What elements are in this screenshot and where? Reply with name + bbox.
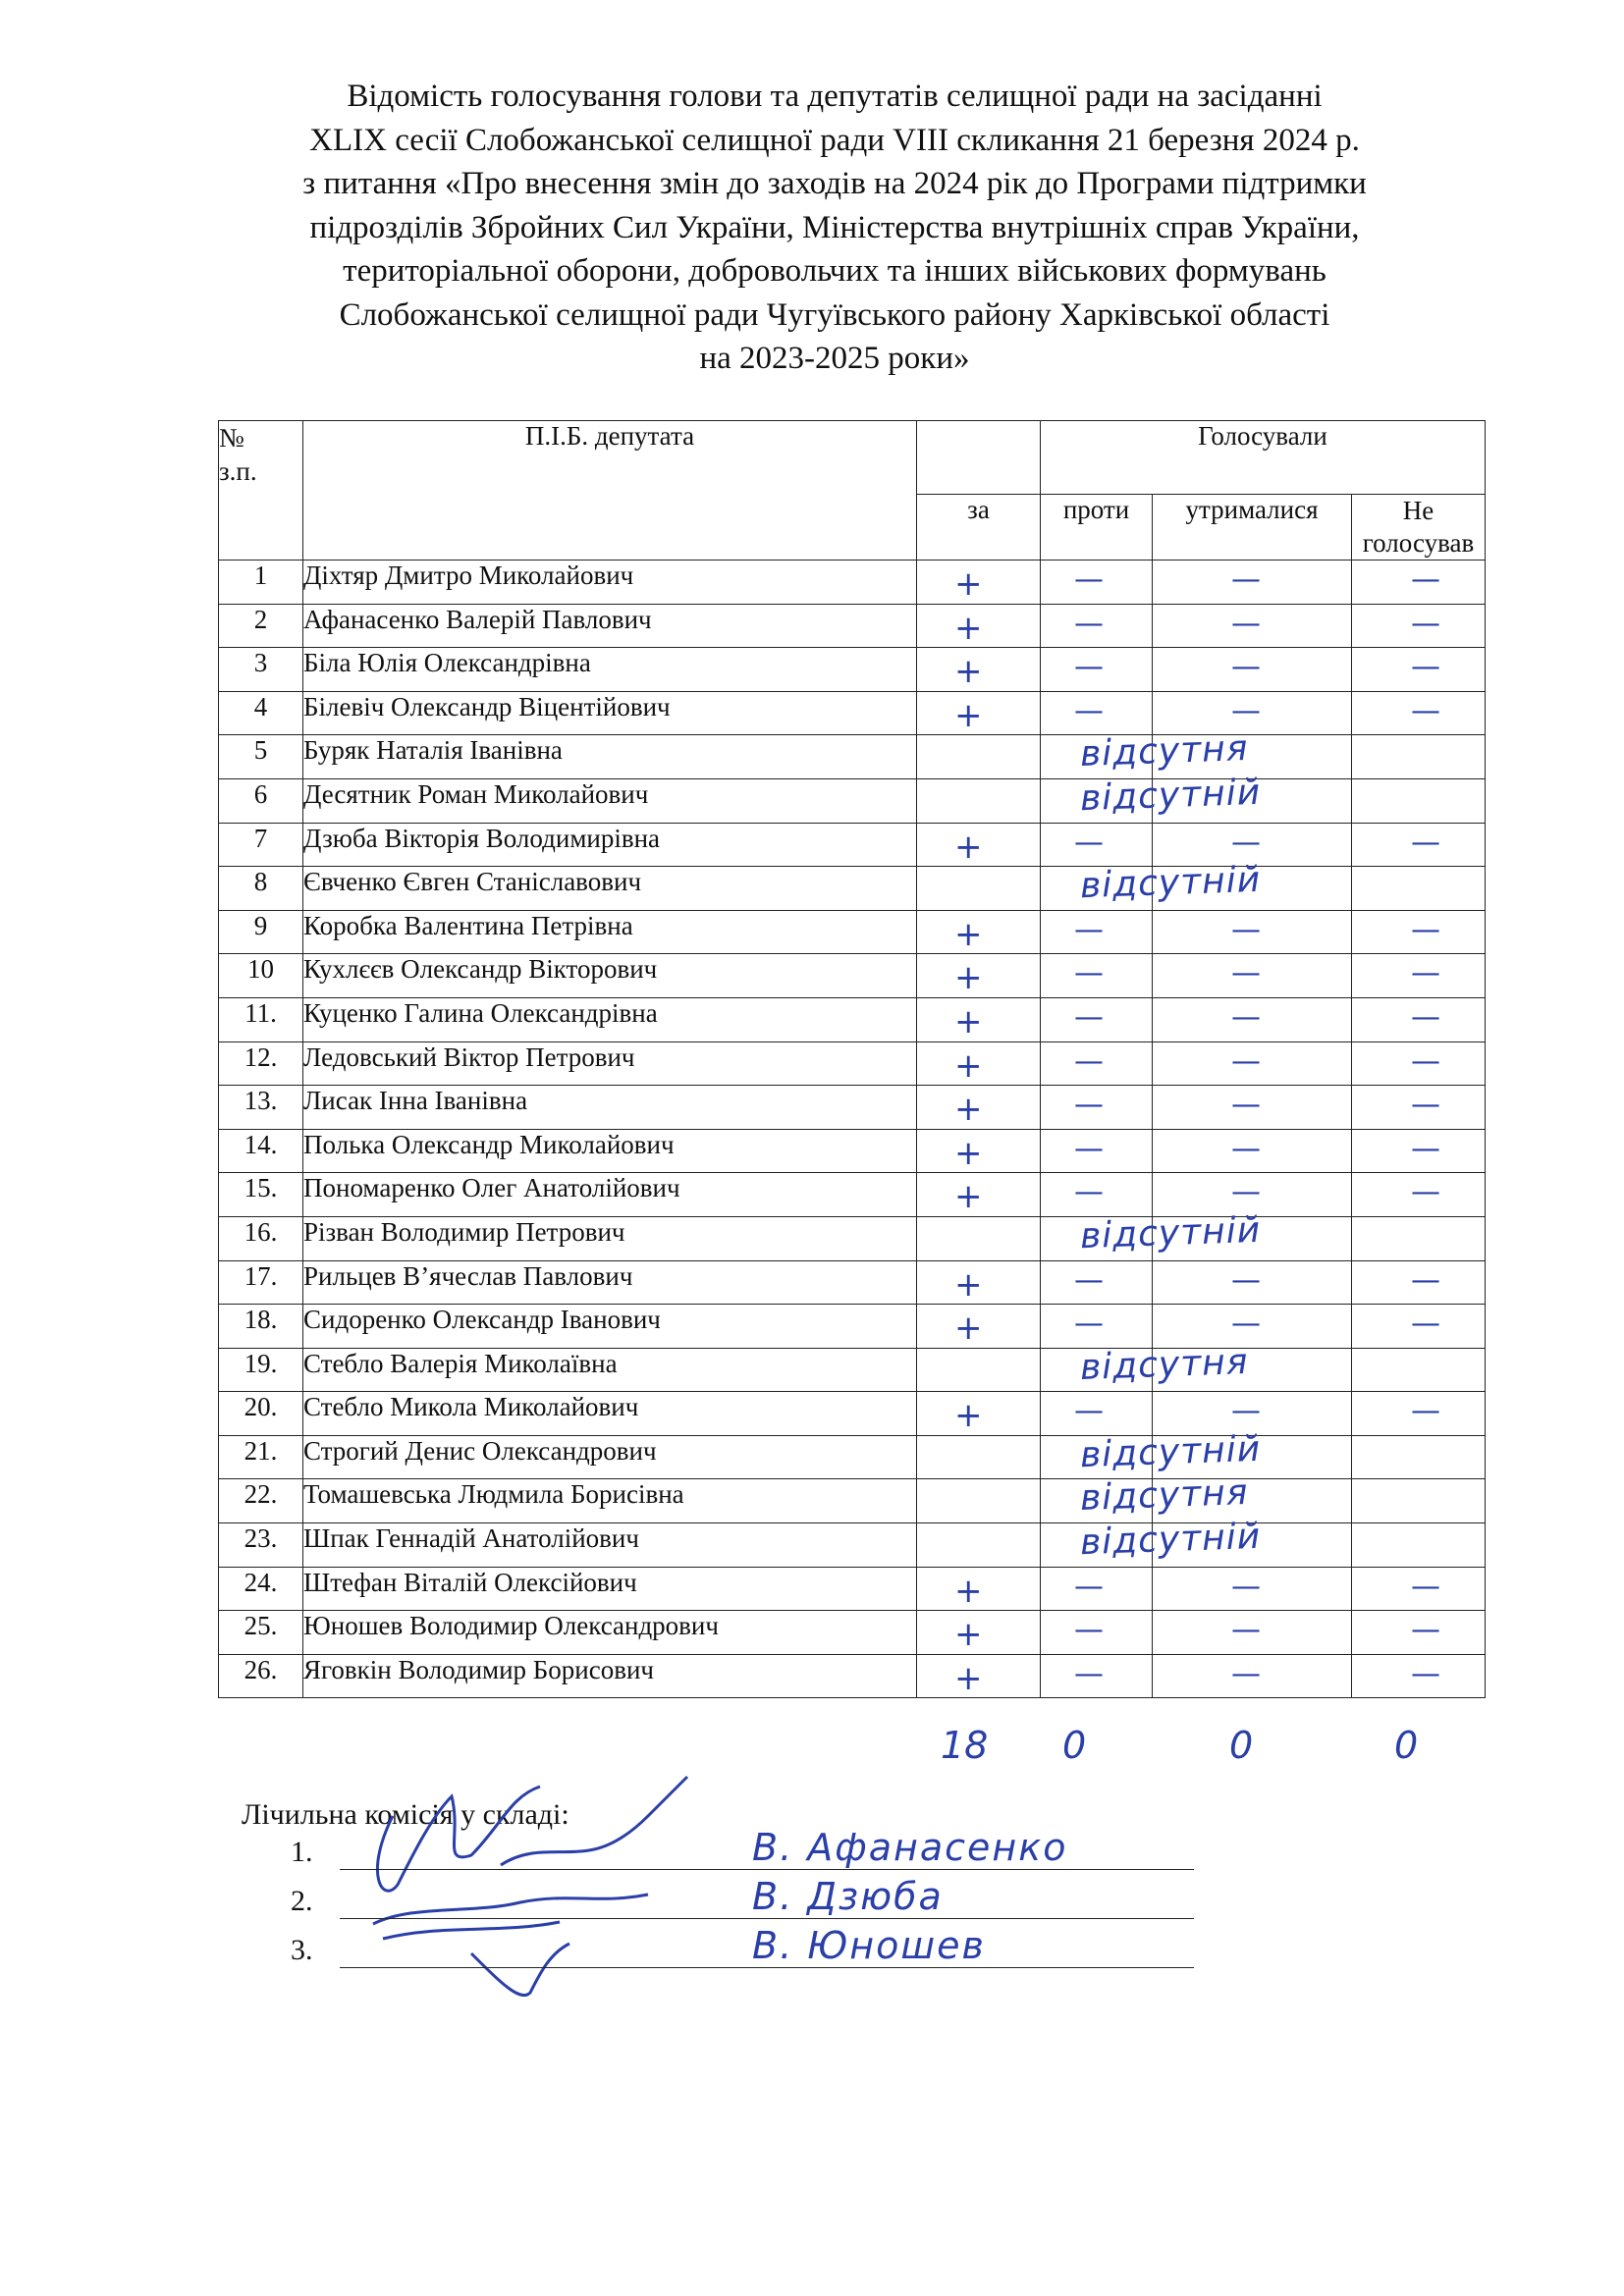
deputy-name: Стебло Валерія Миколаївна (303, 1348, 917, 1392)
vote-not-voted-mark: — (1411, 1307, 1440, 1342)
vote-for-cell (917, 1523, 1041, 1568)
vote-against-mark: — (1074, 1307, 1104, 1342)
vote-abstained-mark: — (1231, 1656, 1261, 1691)
vote-not-voted-mark: — (1411, 912, 1440, 947)
table-row (219, 954, 1486, 998)
header-name: П.І.Б. депутата (303, 421, 917, 561)
row-number: 17. (219, 1260, 303, 1305)
vote-abstained-cell (1153, 1523, 1352, 1568)
vote-not-voted-cell (1352, 735, 1486, 779)
vote-for-mark: + (954, 695, 983, 735)
vote-abstained-mark: — (1231, 956, 1261, 991)
vote-not-voted-cell (1352, 910, 1486, 954)
vote-against-cell (1041, 648, 1153, 692)
vote-abstained-cell (1153, 1129, 1352, 1173)
vote-against-cell (1041, 1567, 1153, 1611)
vote-against-mark: — (1074, 1613, 1104, 1648)
row-number: 11. (219, 997, 303, 1041)
vote-for-mark: + (954, 827, 983, 867)
vote-against-mark: — (1074, 650, 1104, 685)
member-name: В. Дзюба (752, 1875, 944, 1918)
deputy-name: Євченко Євген Станіславович (303, 867, 917, 911)
vote-for-cell (917, 1479, 1041, 1523)
vote-not-voted-cell (1352, 561, 1486, 605)
row-number: 7 (219, 823, 303, 867)
vote-abstained-cell (1153, 1086, 1352, 1130)
vote-against-cell (1041, 1472, 1250, 1523)
vote-for-cell (917, 1216, 1041, 1260)
vote-abstained-mark: — (1231, 999, 1261, 1035)
deputy-name: Строгий Денис Олександрович (303, 1435, 917, 1479)
vote-not-voted-mark: — (1411, 1656, 1440, 1691)
vote-for-mark: + (954, 1264, 983, 1305)
deputy-name: Юношев Володимир Олександрович (303, 1611, 917, 1655)
vote-not-voted-cell (1352, 1086, 1486, 1130)
vote-for-mark: + (954, 1615, 983, 1655)
vote-against-mark: — (1074, 999, 1104, 1035)
vote-abstained-cell (1153, 1435, 1352, 1479)
table-row (219, 1348, 1486, 1392)
vote-against-cell (1041, 1086, 1153, 1130)
deputy-name: Кухлєєв Олександр Вікторович (303, 954, 917, 998)
member-name: В. Юношев (752, 1924, 986, 1967)
table-row (219, 1654, 1486, 1698)
vote-abstained-mark: — (1231, 825, 1261, 860)
vote-for-mark: + (954, 1571, 983, 1611)
row-number: 8 (219, 867, 303, 911)
voting-rows (219, 561, 1486, 1698)
member-number: 2. (291, 1885, 313, 1917)
vote-for-cell (917, 735, 1041, 779)
table-row (219, 1216, 1486, 1260)
vote-abstained-cell (1153, 1260, 1352, 1305)
row-number: 14. (219, 1129, 303, 1173)
deputy-name: Дзюба Вікторія Володимирівна (303, 823, 917, 867)
vote-not-voted-cell (1352, 1392, 1486, 1436)
deputy-name: Різван Володимир Петрович (303, 1216, 917, 1260)
vote-against-mark: — (1074, 1394, 1104, 1429)
vote-against-cell (1041, 859, 1262, 911)
signature-stroke (377, 1787, 540, 1891)
vote-not-voted-cell (1352, 1435, 1486, 1479)
vote-against-mark: — (1074, 693, 1104, 728)
vote-against-cell (1041, 823, 1153, 867)
vote-abstained-cell (1153, 1305, 1352, 1349)
absent-note: відсутній (1079, 859, 1262, 907)
row-number: 9 (219, 910, 303, 954)
header-not-voted: Не голосував (1352, 495, 1486, 561)
row-number: 20. (219, 1392, 303, 1436)
table-row (219, 997, 1486, 1041)
deputy-name: Куценко Галина Олександрівна (303, 997, 917, 1041)
vote-abstained-mark: — (1231, 1613, 1261, 1648)
row-number: 21. (219, 1435, 303, 1479)
row-number: 3 (219, 648, 303, 692)
vote-not-voted-cell (1352, 778, 1486, 823)
header-against: проти (1041, 495, 1153, 561)
vote-for-cell (917, 1173, 1041, 1217)
absent-note: відсутній (1079, 1209, 1262, 1257)
vote-against-cell (1041, 604, 1153, 648)
total-for: 18 (941, 1724, 989, 1767)
table-row (219, 1305, 1486, 1349)
row-number: 10 (219, 954, 303, 998)
vote-against-cell (1041, 1428, 1262, 1479)
vote-not-voted-mark: — (1411, 1088, 1440, 1123)
absent-note: відсутній (1079, 1516, 1262, 1564)
vote-abstained-mark: — (1231, 1175, 1261, 1210)
vote-against-mark: — (1074, 1569, 1104, 1604)
vote-not-voted-mark: — (1411, 1569, 1440, 1604)
vote-against-mark: — (1074, 606, 1104, 641)
vote-abstained-cell (1153, 1216, 1352, 1260)
table-row (219, 1523, 1486, 1568)
vote-abstained-mark: — (1231, 1262, 1261, 1298)
vote-not-voted-cell (1352, 1348, 1486, 1392)
table-row (219, 1479, 1486, 1523)
vote-against-mark: — (1074, 825, 1104, 860)
vote-not-voted-cell (1352, 1129, 1486, 1173)
vote-for-mark: + (954, 958, 983, 998)
vote-against-cell (1041, 1392, 1153, 1436)
header-number-label: № з.п. (219, 423, 257, 486)
absent-note: відсутній (1079, 1428, 1262, 1476)
vote-against-mark: — (1074, 1175, 1104, 1210)
vote-abstained-mark: — (1231, 1088, 1261, 1123)
vote-for-cell (917, 1086, 1041, 1130)
vote-not-voted-mark: — (1411, 1613, 1440, 1648)
vote-not-voted-mark: — (1411, 1043, 1440, 1079)
header-voted: Голосували (1041, 421, 1486, 495)
vote-for-cell (917, 997, 1041, 1041)
row-number: 12. (219, 1041, 303, 1086)
vote-abstained-cell (1153, 1654, 1352, 1698)
deputy-name: Коробка Валентина Петрівна (303, 910, 917, 954)
row-number: 23. (219, 1523, 303, 1568)
vote-not-voted-cell (1352, 867, 1486, 911)
vote-against-cell (1041, 691, 1153, 735)
vote-for-mark: + (954, 1308, 983, 1349)
deputy-name: Лисак Інна Іванівна (303, 1086, 917, 1130)
vote-not-voted-mark: — (1411, 606, 1440, 641)
deputy-name: Біла Юлія Олександрівна (303, 648, 917, 692)
vote-abstained-cell (1153, 561, 1352, 605)
vote-against-cell (1041, 1173, 1153, 1217)
table-row (219, 1567, 1486, 1611)
signature-marks (353, 1757, 766, 2012)
row-number: 19. (219, 1348, 303, 1392)
vote-for-cell (917, 1305, 1041, 1349)
title-line: Слобожанської селищної ради Чугуївського району Харківської області (339, 296, 1330, 333)
vote-against-cell (1041, 1129, 1153, 1173)
absent-note: відсутній (1079, 772, 1262, 820)
vote-for-mark: + (954, 1396, 983, 1436)
deputy-name: Рильцев В’ячеслав Павлович (303, 1260, 917, 1305)
vote-not-voted-mark: — (1411, 956, 1440, 991)
header-blank (917, 421, 1041, 495)
vote-not-voted-cell (1352, 1479, 1486, 1523)
deputy-name: Яговкін Володимир Борисович (303, 1654, 917, 1698)
vote-against-mark: — (1074, 1043, 1104, 1079)
table-row (219, 1435, 1486, 1479)
vote-not-voted-cell (1352, 1173, 1486, 1217)
table-row (219, 1173, 1486, 1217)
row-number: 2 (219, 604, 303, 648)
vote-for-cell (917, 561, 1041, 605)
title-line: Відомість голосування голови та депутатів селищної ради на засіданні (347, 79, 1323, 114)
signature-stroke (501, 1777, 687, 1865)
header-number (219, 421, 303, 561)
vote-against-mark: — (1074, 1262, 1104, 1298)
vote-against-mark: — (1074, 562, 1104, 597)
deputy-name: Пономаренко Олег Анатолійович (303, 1173, 917, 1217)
vote-against-cell (1041, 997, 1153, 1041)
absent-note: відсутня (1079, 1341, 1250, 1388)
vote-abstained-cell (1153, 1567, 1352, 1611)
table-row (219, 735, 1486, 779)
total-abstained: 0 (1229, 1724, 1254, 1767)
vote-for-cell (917, 1611, 1041, 1655)
vote-against-cell (1041, 1611, 1153, 1655)
table-row (219, 778, 1486, 823)
document-title (196, 75, 1473, 381)
row-number: 26. (219, 1654, 303, 1698)
vote-abstained-cell (1153, 997, 1352, 1041)
deputy-name: Стебло Микола Миколайович (303, 1392, 917, 1436)
vote-not-voted-mark: — (1411, 1262, 1440, 1298)
table-row (219, 1041, 1486, 1086)
deputy-name: Діхтяр Дмитро Миколайович (303, 561, 917, 605)
vote-abstained-cell (1153, 867, 1352, 911)
vote-for-cell (917, 910, 1041, 954)
row-number: 1 (219, 561, 303, 605)
deputy-name: Афанасенко Валерій Павлович (303, 604, 917, 648)
vote-for-cell (917, 1260, 1041, 1305)
vote-for-mark: + (954, 608, 983, 648)
vote-against-cell (1041, 561, 1153, 605)
vote-for-mark: + (954, 652, 983, 692)
row-number: 13. (219, 1086, 303, 1130)
vote-against-cell (1041, 1305, 1153, 1349)
member-name: В. Афанасенко (752, 1826, 1068, 1869)
vote-for-cell (917, 604, 1041, 648)
row-number: 22. (219, 1479, 303, 1523)
vote-not-voted-cell (1352, 954, 1486, 998)
deputy-name: Буряк Наталія Іванівна (303, 735, 917, 779)
title-line: на 2023-2025 роки» (699, 341, 970, 376)
vote-for-cell (917, 1392, 1041, 1436)
member-number: 3. (291, 1934, 313, 1966)
table-row (219, 1129, 1486, 1173)
voting-table (218, 420, 1486, 1698)
header-abstained: утрималися (1153, 495, 1352, 561)
vote-against-cell (1041, 772, 1262, 823)
vote-not-voted-mark: — (1411, 1394, 1440, 1429)
vote-abstained-mark: — (1231, 1307, 1261, 1342)
absent-note: відсутня (1079, 728, 1250, 775)
vote-abstained-cell (1153, 1041, 1352, 1086)
vote-not-voted-cell (1352, 997, 1486, 1041)
vote-abstained-cell (1153, 1348, 1352, 1392)
vote-not-voted-cell (1352, 1654, 1486, 1698)
vote-for-mark: + (954, 1090, 983, 1130)
vote-abstained-mark: — (1231, 650, 1261, 685)
vote-not-voted-cell (1352, 691, 1486, 735)
vote-for-cell (917, 1041, 1041, 1086)
vote-for-cell (917, 954, 1041, 998)
vote-not-voted-mark: — (1411, 562, 1440, 597)
vote-not-voted-cell (1352, 1260, 1486, 1305)
vote-against-cell (1041, 954, 1153, 998)
vote-not-voted-mark: — (1411, 825, 1440, 860)
vote-against-mark: — (1074, 912, 1104, 947)
vote-for-mark: + (954, 1177, 983, 1217)
vote-abstained-cell (1153, 954, 1352, 998)
vote-for-cell (917, 691, 1041, 735)
vote-not-voted-mark: — (1411, 693, 1440, 728)
row-number: 4 (219, 691, 303, 735)
vote-against-cell (1041, 1516, 1262, 1568)
title-line: з питання «Про внесення змін до заходів на 2024 рік до Програми підтримки (302, 166, 1367, 201)
title-line: підрозділів Збройних Сил України, Міністерства внутрішніх справ України, (309, 209, 1360, 245)
vote-not-voted-cell (1352, 1567, 1486, 1611)
table-row (219, 823, 1486, 867)
table-row (219, 1611, 1486, 1655)
deputy-name: Білевіч Олександр Віцентійович (303, 691, 917, 735)
vote-for-mark: + (954, 1045, 983, 1086)
vote-abstained-mark: — (1231, 1131, 1261, 1166)
row-number: 15. (219, 1173, 303, 1217)
signature-line (340, 1918, 1194, 1919)
vote-abstained-cell (1153, 1611, 1352, 1655)
table-row (219, 561, 1486, 605)
table-row (219, 1260, 1486, 1305)
vote-not-voted-cell (1352, 1523, 1486, 1568)
header-for: за (917, 495, 1041, 561)
vote-not-voted-cell (1352, 1305, 1486, 1349)
title-line: XLIX сесії Слобожанської селищної ради VIII скликання 21 березня 2024 р. (309, 122, 1360, 158)
vote-against-mark: — (1074, 956, 1104, 991)
vote-not-voted-cell (1352, 604, 1486, 648)
vote-not-voted-mark: — (1411, 650, 1440, 685)
vote-for-cell (917, 778, 1041, 823)
total-against: 0 (1062, 1724, 1087, 1767)
vote-against-mark: — (1074, 1131, 1104, 1166)
vote-for-cell (917, 823, 1041, 867)
signature-line (340, 1967, 1194, 1968)
vote-for-mark: + (954, 914, 983, 954)
vote-against-cell (1041, 1209, 1262, 1260)
vote-abstained-cell (1153, 604, 1352, 648)
vote-against-cell (1041, 1041, 1153, 1086)
total-not-voted: 0 (1394, 1724, 1419, 1767)
deputy-name: Шпак Геннадій Анатолійович (303, 1523, 917, 1568)
vote-not-voted-cell (1352, 1041, 1486, 1086)
vote-for-cell (917, 1567, 1041, 1611)
vote-against-cell (1041, 1654, 1153, 1698)
vote-for-cell (917, 1435, 1041, 1479)
vote-not-voted-cell (1352, 1216, 1486, 1260)
vote-not-voted-cell (1352, 823, 1486, 867)
vote-abstained-cell (1153, 648, 1352, 692)
vote-abstained-mark: — (1231, 606, 1261, 641)
vote-not-voted-cell (1352, 648, 1486, 692)
table-row (219, 648, 1486, 692)
signature-stroke (373, 1895, 648, 1939)
vote-abstained-mark: — (1231, 693, 1261, 728)
vote-abstained-cell (1153, 778, 1352, 823)
vote-not-voted-cell (1352, 1611, 1486, 1655)
vote-abstained-cell (1153, 691, 1352, 735)
row-number: 18. (219, 1305, 303, 1349)
row-number: 5 (219, 735, 303, 779)
vote-for-mark: + (954, 564, 983, 604)
table-row (219, 867, 1486, 911)
deputy-name: Томашевська Людмила Борисівна (303, 1479, 917, 1523)
table-row (219, 1392, 1486, 1436)
vote-abstained-mark: — (1231, 912, 1261, 947)
vote-for-cell (917, 648, 1041, 692)
table-row (219, 910, 1486, 954)
absent-note: відсутня (1079, 1472, 1250, 1520)
vote-against-cell (1041, 910, 1153, 954)
vote-not-voted-mark: — (1411, 1131, 1440, 1166)
vote-against-cell (1041, 1260, 1153, 1305)
vote-for-mark: + (954, 1658, 983, 1698)
vote-for-mark: + (954, 1001, 983, 1041)
vote-abstained-cell (1153, 910, 1352, 954)
vote-not-voted-mark: — (1411, 1175, 1440, 1210)
row-number: 25. (219, 1611, 303, 1655)
row-number: 24. (219, 1567, 303, 1611)
deputy-name: Штефан Віталій Олексійович (303, 1567, 917, 1611)
vote-against-mark: — (1074, 1656, 1104, 1691)
table-row (219, 1086, 1486, 1130)
vote-for-cell (917, 1348, 1041, 1392)
deputy-name: Десятник Роман Миколайович (303, 778, 917, 823)
deputy-name: Полька Олександр Миколайович (303, 1129, 917, 1173)
table-row (219, 604, 1486, 648)
member-number: 1. (291, 1836, 313, 1868)
vote-not-voted-mark: — (1411, 999, 1440, 1035)
vote-abstained-mark: — (1231, 1569, 1261, 1604)
deputy-name: Сидоренко Олександр Іванович (303, 1305, 917, 1349)
table-row (219, 691, 1486, 735)
row-number: 6 (219, 778, 303, 823)
vote-against-cell (1041, 1341, 1250, 1392)
vote-abstained-mark: — (1231, 1394, 1261, 1429)
vote-against-mark: — (1074, 1088, 1104, 1123)
signature-stroke (471, 1944, 569, 1996)
vote-for-mark: + (954, 1133, 983, 1173)
vote-for-cell (917, 1654, 1041, 1698)
vote-against-cell (1041, 728, 1250, 779)
title-line: територіальної оборони, добровольчих та інших військових формувань (343, 253, 1326, 289)
vote-for-cell (917, 1129, 1041, 1173)
vote-for-cell (917, 867, 1041, 911)
vote-abstained-mark: — (1231, 1043, 1261, 1079)
vote-abstained-mark: — (1231, 562, 1261, 597)
deputy-name: Ледовський Віктор Петрович (303, 1041, 917, 1086)
row-number: 16. (219, 1216, 303, 1260)
commission-label: Лічильна комісія у складі: (242, 1798, 569, 1831)
signature-line (340, 1869, 1194, 1870)
